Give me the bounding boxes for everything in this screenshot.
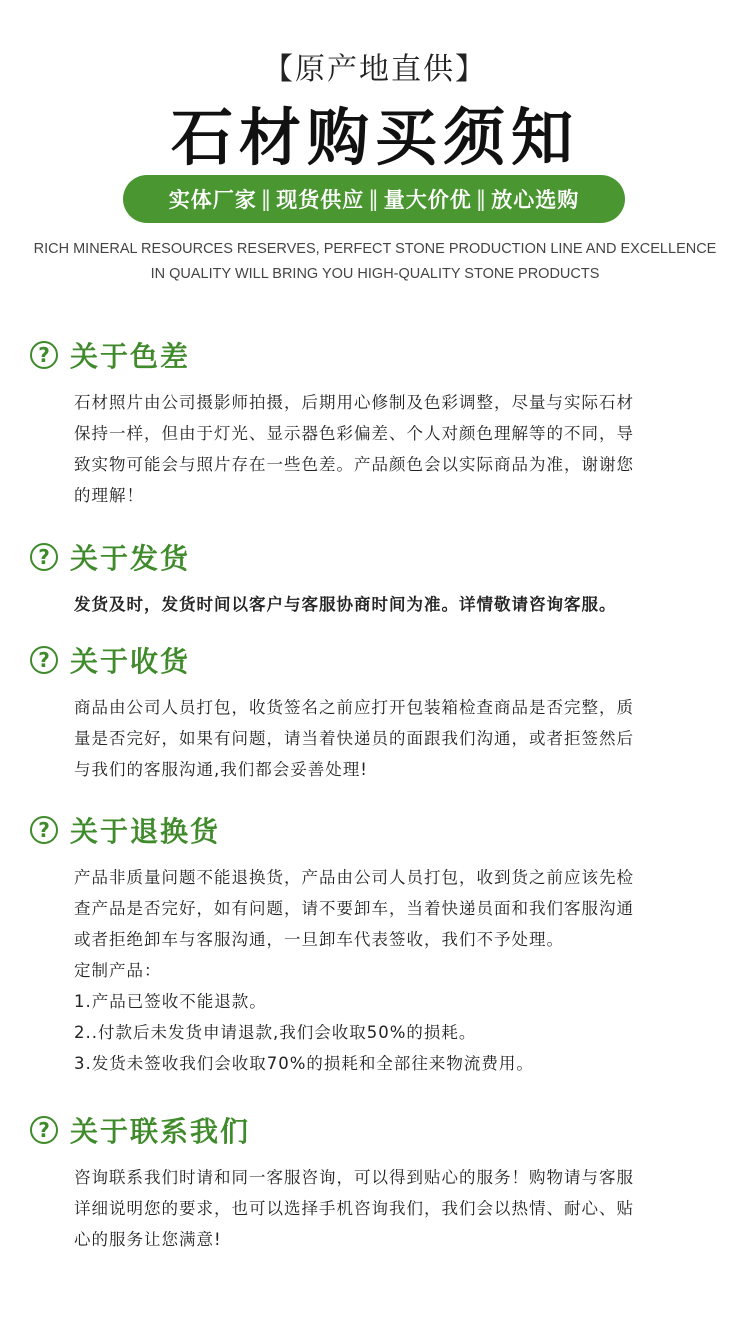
body-line: 咨询联系我们时请和同一客服咨询，可以得到贴心的服务！购物请与客服: [74, 1168, 634, 1187]
body-line: 保持一样，但由于灯光、显示器色彩偏差、个人对颜色理解等的不同，导: [74, 424, 634, 443]
english-line: RICH MINERAL RESOURCES RESERVES, PERFECT STONE PRODUCTION LINE AND EXCELLENCE: [33, 241, 717, 257]
feature-pill: [123, 175, 625, 223]
section-body: [74, 387, 730, 511]
body-line: 3.发货未签收我们会收取70%的损耗和全部往来物流费用。: [74, 1054, 534, 1073]
body-line: 或者拒绝卸车与客服沟通，一旦卸车代表签收，我们不予处理。: [74, 930, 564, 949]
body-line: 致实物可能会与照片存在一些色差。产品颜色会以实际商品为准，谢谢您: [74, 455, 634, 474]
section-header: [30, 1110, 730, 1150]
body-line: 定制产品：: [74, 961, 162, 980]
pill-separator: ‖: [260, 187, 273, 211]
question-circle-icon: ?: [30, 646, 58, 674]
top-subtitle: 【原产地直供】: [263, 52, 487, 87]
section-color-difference: [30, 335, 730, 511]
section-body: [74, 862, 730, 1079]
section-header: [30, 640, 730, 680]
section-title: 关于发货: [70, 542, 191, 575]
english-tagline: [0, 237, 750, 287]
body-line: 查产品是否完好，如有问题，请不要卸车，当着快递员面和我们客服沟通: [74, 899, 634, 918]
section-title: 关于退换货: [70, 815, 221, 848]
pill-item-factory: 实体厂家: [168, 188, 257, 212]
section-contact: [30, 1110, 730, 1255]
body-line: 2..付款后未发货申请退款,我们会收取50%的损耗。: [74, 1023, 477, 1042]
section-header: [30, 335, 730, 375]
body-line: 详细说明您的要求，也可以选择手机咨询我们，我们会以热情、耐心、贴: [74, 1199, 634, 1218]
question-circle-icon: ?: [30, 543, 58, 571]
section-shipping: [30, 537, 730, 620]
body-line: 心的服务让您满意!: [74, 1230, 222, 1249]
section-body: [74, 1162, 730, 1255]
body-line: 1.产品已签收不能退款。: [74, 992, 267, 1011]
body-line: 石材照片由公司摄影师拍摄，后期用心修制及色彩调整，尽量与实际石材: [74, 393, 634, 412]
section-title: 关于色差: [70, 340, 191, 373]
pill-item-price: 量大价优: [383, 188, 472, 212]
body-line: 与我们的客服沟通,我们都会妥善处理!: [74, 760, 368, 779]
page-title: 石材购买须知: [170, 101, 579, 174]
question-circle-icon: ?: [30, 1116, 58, 1144]
section-header: [30, 537, 730, 577]
section-body: [74, 692, 730, 785]
section-body: [74, 589, 730, 620]
english-line: IN QUALITY WILL BRING YOU HIGH-QUALITY STONE PRODUCTS: [150, 266, 600, 282]
body-line: 的理解！: [74, 486, 144, 505]
question-circle-icon: ?: [30, 816, 58, 844]
section-receiving: [30, 640, 730, 785]
body-line: 商品由公司人员打包，收货签名之前应打开包装箱检查商品是否完整，质: [74, 698, 634, 717]
pill-item-assurance: 放心选购: [491, 188, 580, 212]
section-returns: [30, 810, 730, 1079]
section-title: 关于联系我们: [70, 1115, 251, 1148]
section-header: [30, 810, 730, 850]
pill-separator: ‖: [475, 187, 488, 211]
body-line: 产品非质量问题不能退换货，产品由公司人员打包，收到货之前应该先检: [74, 868, 634, 887]
body-line: 量是否完好，如果有问题，请当着快递员的面跟我们沟通，或者拒签然后: [74, 729, 634, 748]
pill-separator: ‖: [368, 187, 380, 211]
section-title: 关于收货: [70, 645, 191, 678]
pill-item-stock: 现货供应: [276, 188, 365, 212]
body-line: 发货及时，发货时间以客户与客服协商时间为准。详情敬请咨询客服。: [74, 595, 617, 614]
question-circle-icon: ?: [30, 341, 58, 369]
